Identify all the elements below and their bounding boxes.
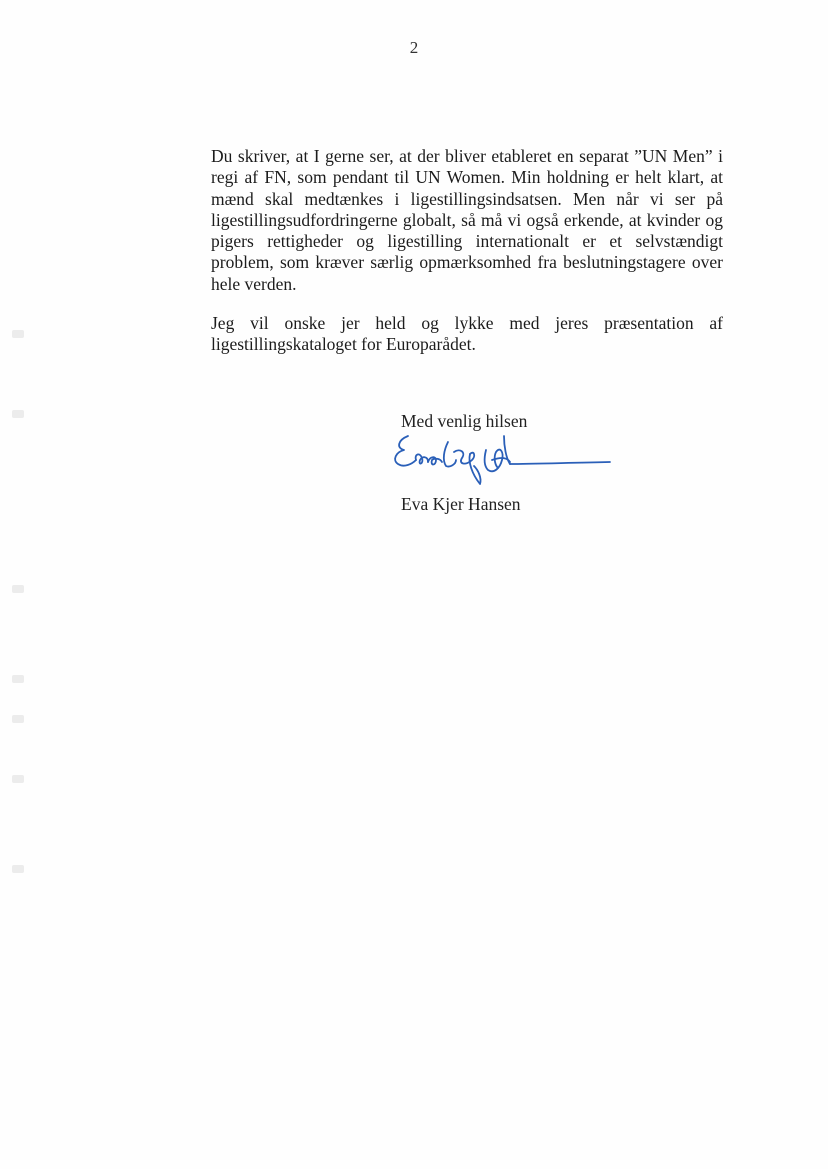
scan-artifact bbox=[12, 865, 24, 873]
scan-artifact bbox=[12, 585, 24, 593]
closing-salutation: Med venlig hilsen bbox=[401, 411, 528, 431]
signer-name: Eva Kjer Hansen bbox=[401, 494, 521, 514]
scan-artifact bbox=[12, 775, 24, 783]
paragraph-un-men: Du skriver, at I gerne ser, at der bliver etableret en separat ”UN Men” i regi af FN, som pendant til UN Women. Min holdning er helt klart, at mænd skal medtænkes i ligestillingsindsatsen. Men når vi ser på ligestillingsudfordringerne globalt, så må vi også erkende, at kvinder og pigers rettigheder og ligestilling internationalt er et selvstændigt problem, som kræver særlig opmærksomhed fra beslutningstagere over hele verden. bbox=[211, 146, 723, 294]
scan-artifact bbox=[12, 410, 24, 418]
scan-artifact bbox=[12, 675, 24, 683]
handwritten-signature bbox=[390, 430, 615, 488]
paragraph-good-wishes: Jeg vil onske jer held og lykke med jeres præsentation af ligestillingskataloget for Europarådet. bbox=[211, 313, 723, 355]
scan-artifact bbox=[12, 330, 24, 338]
page-number: 2 bbox=[409, 38, 419, 57]
letter-body bbox=[211, 146, 723, 374]
scan-artifact bbox=[12, 715, 24, 723]
